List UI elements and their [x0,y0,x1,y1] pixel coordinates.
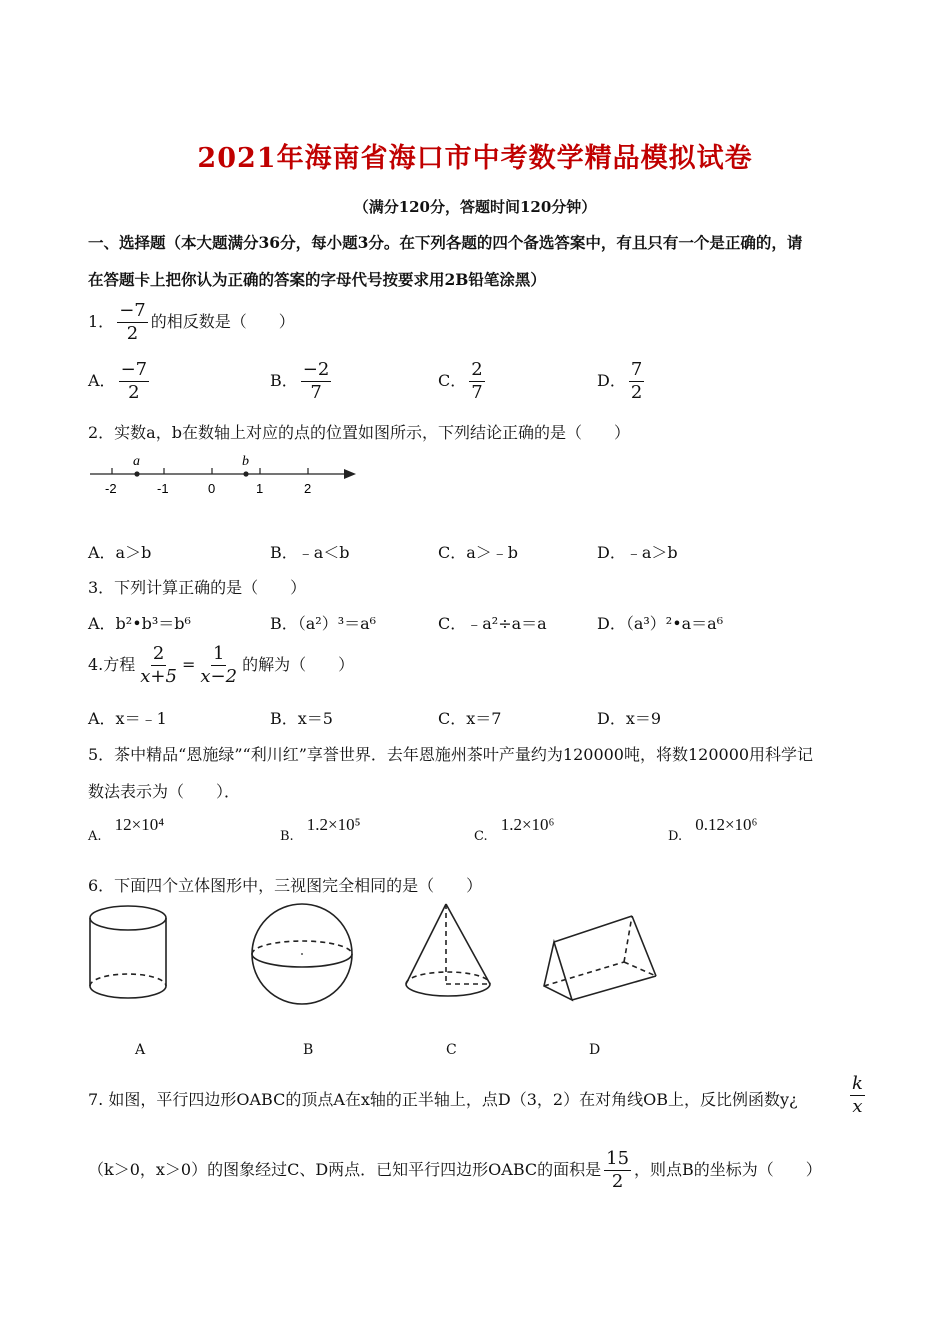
axis-arrow [344,469,356,479]
point-b-label: b [242,454,249,469]
option-d[interactable]: $_{D.}$ 0.12×10⁶ [668,815,758,844]
option-d[interactable]: D．（a³）²•a＝a⁶ [597,614,724,633]
exam-info: （满分120分，答题时间120分钟） [353,198,597,216]
question-7-line2: （k＞0，x＞0）的图象经过C、D两点．已知平行四边形OABC的面积是 $\frac{15}{2}$ ，则点B的坐标为（ ） [88,1148,822,1192]
figure-label-d[interactable]: D [589,1042,601,1058]
fraction: $\frac{2}{x+5}$ [140,643,177,687]
question-5-line1: 5．茶中精品“恩施绿”“利川红”享誉世界．去年恩施州茶叶产量约为120000吨，将数120000用科学记 [88,745,814,764]
fraction: $\frac{-7}{2}$ [119,300,146,344]
question-3: 3．下列计算正确的是（ ） [88,578,307,597]
option-a[interactable]: $_{A.}$ 12×10⁴ [88,815,165,844]
option-b[interactable]: B． $\frac{-2}{7}$ [270,359,330,403]
figure-label-c[interactable]: C [446,1042,457,1058]
option-c[interactable]: C．x＝7 [438,709,502,728]
question-1: 1． $\frac{-7}{2}$ 的相反数是（ ） [88,300,295,344]
sphere-figure [248,902,358,1006]
point-a-label: a [133,454,140,469]
tick-label: 2 [304,481,312,496]
option-d[interactable]: D．x＝9 [597,709,662,728]
option-d[interactable]: D． $\frac{7}{2}$ [597,359,643,403]
tick-label: -2 [105,481,117,496]
question-5-line2: 数法表示为（ ）． [88,782,241,801]
fraction: $\frac{1}{x-2}$ [200,643,238,687]
option-a[interactable]: A． $\frac{-7}{2}$ [88,359,148,403]
option-d[interactable]: D．﹣a＞b [597,543,678,562]
option-b[interactable]: B．x＝5 [270,709,333,728]
tick-label: 0 [208,481,216,496]
section-instructions-line2: 在答题卡上把你认为正确的答案的字母代号按要求用2B铅笔涂黑） [88,270,546,289]
option-a[interactable]: A．b²•b³＝b⁶ [88,614,191,633]
section-instructions-line1: 一、选择题（本大题满分36分，每小题3分。在下列各题的四个备选答案中，有且只有一个是正确的，请 [88,233,803,252]
option-c[interactable]: C． $\frac{2}{7}$ [438,359,483,403]
option-c[interactable]: $_{C.}$ 1.2×10⁶ [474,815,555,844]
number-line-figure [88,450,368,500]
question-4: 4.方程 $\frac{2}{x+5}$ = $\frac{1}{x-2}$ 的解为（ ） [88,643,355,687]
cylinder-figure [86,900,176,1010]
cone-figure [400,900,496,1006]
question-6: 6．下面四个立体图形中，三视图完全相同的是（ ） [88,876,483,895]
option-a[interactable]: A．a＞b [88,543,152,562]
fraction-k-over-x: $\frac{k}{x}$ [852,1073,863,1117]
option-c[interactable]: C．a＞﹣b [438,543,519,562]
point-a [134,471,139,476]
option-b[interactable]: B．（a²）³＝a⁶ [270,614,377,633]
option-b[interactable]: $_{B.}$ 1.2×10⁵ [280,815,361,844]
question-7-line1: 7. 如图，平行四边形OABC的顶点A在x轴的正半轴上，点D（3，2）在对角线OB上，反比例函数y¿ [88,1090,798,1109]
figure-label-b[interactable]: B [303,1042,314,1058]
option-b[interactable]: B．﹣a＜b [270,543,350,562]
page-title: 2021年海南省海口市中考数学精品模拟试卷 [197,143,753,174]
tick-label: -1 [157,481,169,496]
tick-label: 1 [256,481,264,496]
triangular-prism-figure [540,910,664,1006]
option-c[interactable]: C．﹣a²÷a＝a [438,614,547,633]
point-b [243,471,248,476]
question-2: 2．实数a，b在数轴上对应的点的位置如图所示，下列结论正确的是（ ） [88,423,630,442]
option-a[interactable]: A．x＝﹣1 [88,709,167,728]
figure-label-a[interactable]: A [135,1042,146,1058]
question-number: 1． [88,312,115,331]
